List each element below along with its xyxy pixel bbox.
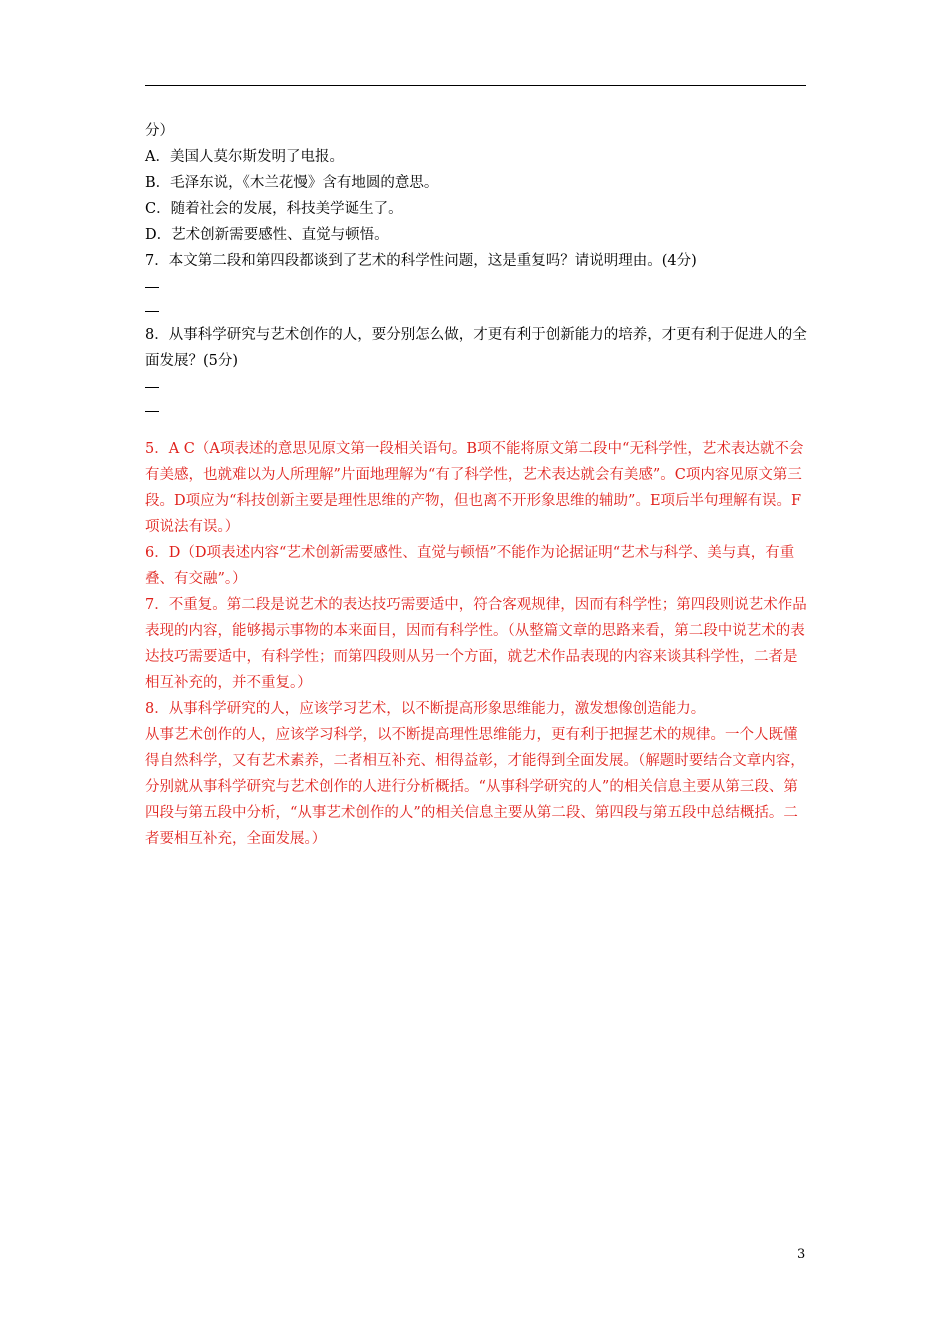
answer-blank-line: [145, 374, 807, 398]
answer-key: [145, 436, 807, 852]
answer-5: 5．A C（A项表述的意思见原文第一段相关语句。B项不能将原文第二段中“无科学性，艺术表达就不会有美感，也就难以为人所理解”片面地理解为“有了科学性，艺术表达就会有美感”。C项内容见原文第三段。D项应为“科技创新主要是理性思维的产物，但也离不开形象思维的辅助”。E项后半句理解有误。F项说法有误。）: [145, 441, 804, 535]
question-7: 7．本文第二段和第四段都谈到了艺术的科学性问题，这是重复吗？请说明理由。(4分): [145, 253, 697, 269]
answer-blank-line: [145, 298, 807, 322]
option-b: B．毛泽东说，《木兰花慢》含有地圆的意思。: [145, 175, 439, 191]
answer-blank-line: [145, 398, 807, 422]
answer-8-line-1: 8．从事科学研究的人，应该学习艺术，以不断提高形象思维能力，激发想像创造能力。: [145, 701, 706, 717]
header-rule: [145, 85, 806, 86]
document-body: [145, 118, 807, 852]
option-a: A．美国人莫尔斯发明了电报。: [145, 149, 344, 165]
answer-7: 7．不重复。第二段是说艺术的表达技巧需要适中，符合客观规律，因而有科学性；第四段则说艺术作品表现的内容，能够揭示事物的本来面目，因而有科学性。（从整篇文章的思路来看，第二段中说艺术的表达技巧需要适中，有科学性；而第四段则从另一个方面，就艺术作品表现的内容来谈其科学性，二者是相互补充的，并不重复。）: [145, 597, 807, 691]
option-d: D．艺术创新需要感性、直觉与顿悟。: [145, 227, 389, 243]
answer-6: 6．D（D项表述内容“艺术创新需要感性、直觉与顿悟”不能作为论据证明“艺术与科学、美与真，有重叠、有交融”。）: [145, 545, 795, 587]
answer-blank-line: [145, 274, 807, 298]
option-c: C．随着社会的发展，科技美学诞生了。: [145, 201, 403, 217]
question-continuation: 分）: [145, 123, 174, 139]
answer-8-body: 从事艺术创作的人，应该学习科学，以不断提高理性思维能力，更有利于把握艺术的规律。一个人既懂得自然科学，又有艺术素养，二者相互补充、相得益彰，才能得到全面发展。（解题时要结合文章内容，分别就从事科学研究与艺术创作的人进行分析概括。“从事科学研究的人”的相关信息主要从第三段、第四段与第五段中分析，“从事艺术创作的人”的相关信息主要从第二段、第四段与第五段中总结概括。二者要相互补充，全面发展。）: [145, 727, 805, 847]
question-8: 8．从事科学研究与艺术创作的人，要分别怎么做，才更有利于创新能力的培养，才更有利于促进人的全面发展？(5分): [145, 327, 807, 369]
page-number: 3: [797, 1247, 806, 1262]
